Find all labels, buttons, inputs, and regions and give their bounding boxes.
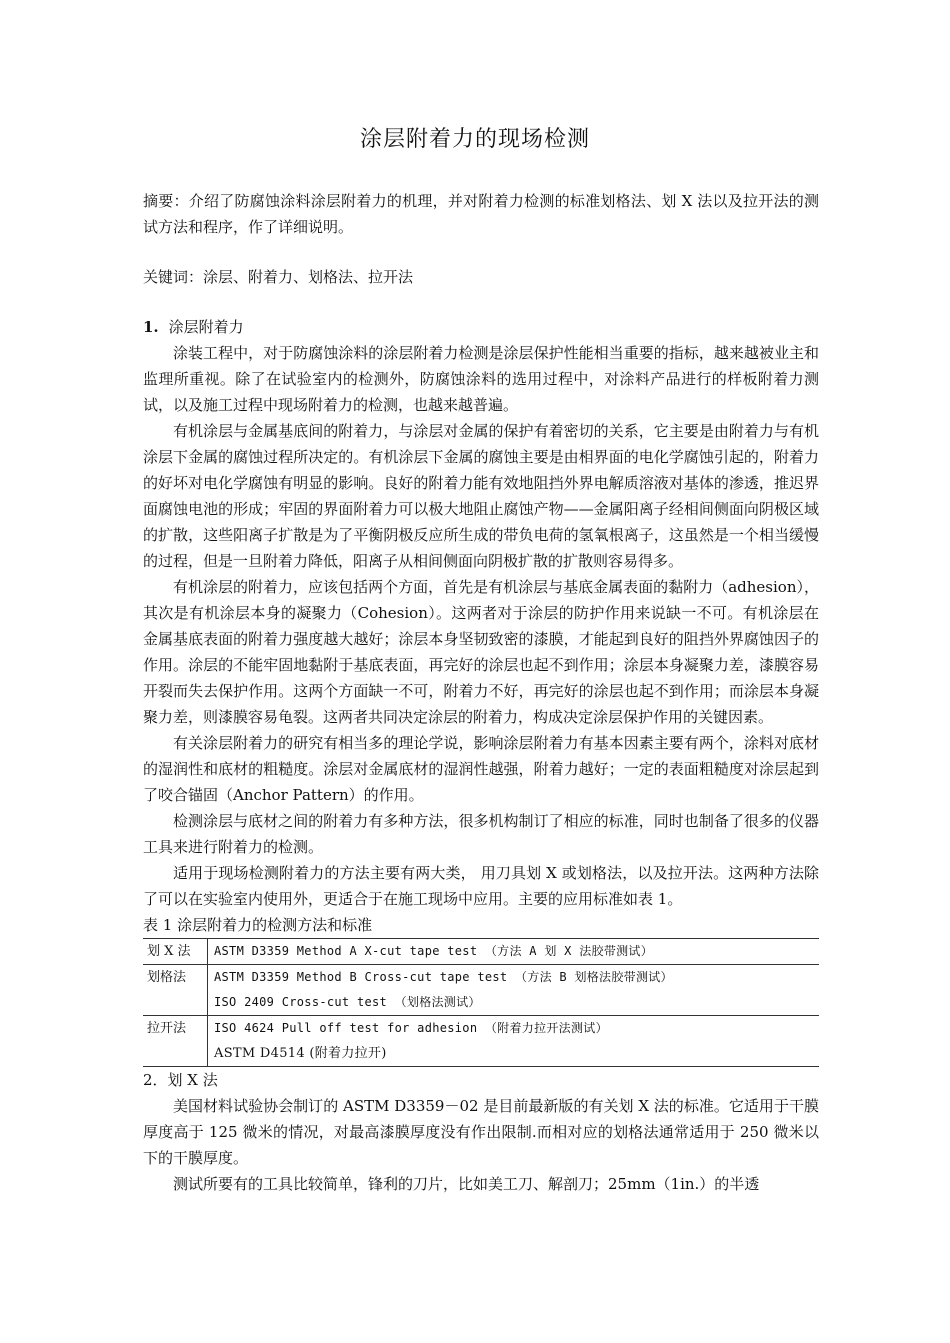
paragraph: 有机涂层的附着力，应该包括两个方面，首先是有机涂层与基底金属表面的黏附力（adhesion），其次是有机涂层本身的凝聚力（Cohesion）。这两者对于涂层的防护作用来说缺一不可。有机涂层在金属基底表面的附着力强度越大越好；涂层本身坚韧致密的漆膜，才能起到良好的阻挡外界腐蚀因子的作用。涂层的不能牢固地黏附于基底表面，再完好的涂层也起不到作用；涂层本身凝聚力差，漆膜容易开裂而失去保护作用。这两个方面缺一不可，附着力不好，再完好的涂层也起不到作用；而涂层本身凝聚力差，则漆膜容易龟裂。这两者共同决定涂层的附着力，构成决定涂层保护作用的关键因素。 [143, 578, 819, 726]
method-cell [143, 990, 208, 1016]
method-cell: 拉开法 [143, 1016, 208, 1042]
paragraph: 检测涂层与底材之间的附着力有多种方法，很多机构制订了相应的标准，同时也制备了很多的仪器工具来进行附着力的检测。 [143, 812, 819, 856]
method-cell: 划 X 法 [143, 939, 208, 965]
paragraph: 有关涂层附着力的研究有相当多的理论学说，影响涂层附着力有基本因素主要有两个，涂料对底材的湿润性和底材的粗糙度。涂层对金属底材的湿润性越强，附着力越好；一定的表面粗糙度对涂层起到了咬合锚固（Anchor Pattern）的作用。 [143, 734, 819, 804]
page-title: 涂层附着力的现场检测 [359, 127, 590, 152]
paragraph: 测试所要有的工具比较简单，锋利的刀片，比如美工刀、解剖刀；25mm（1in.）的半透 [173, 1175, 760, 1193]
keywords: 关键词：涂层、附着力、划格法、拉开法 [143, 268, 414, 286]
paragraph: 涂装工程中，对于防腐蚀涂料的涂层附着力检测是涂层保护性能相当重要的指标，越来越被业主和监理所重视。除了在试验室内的检测外，防腐蚀涂料的选用过程中，对涂料产品进行的样板附着力测试，以及施工过程中现场附着力的检测，也越来越普遍。 [143, 344, 819, 414]
section-2-heading: 2．划 X 法 [143, 1071, 218, 1089]
section-1 [143, 314, 819, 1197]
method-cell [143, 1041, 208, 1067]
standard-cell: ASTM D4514 (附着力拉开) [208, 1041, 820, 1067]
table-row [143, 1016, 819, 1042]
section-1-number: 1. [143, 318, 159, 336]
section-1-title: 涂层附着力 [168, 318, 244, 336]
standard-cell: ISO 4624 Pull off test for adhesion （附着力拉开法测试） [208, 1016, 820, 1042]
table-row [143, 990, 819, 1016]
paragraph: 适用于现场检测附着力的方法主要有两大类， 用刀具划 X 或划格法，以及拉开法。这两种方法除了可以在实验室内使用外，更适合于在施工现场中应用。主要的应用标准如表 1。 [143, 864, 819, 908]
table-caption: 表 1 涂层附着力的检测方法和标准 [143, 916, 373, 934]
method-cell: 划格法 [143, 965, 208, 991]
standard-cell: ISO 2409 Cross-cut test （划格法测试） [214, 995, 481, 1009]
section-2 [143, 1067, 819, 1197]
abstract: 摘要：介绍了防腐蚀涂料涂层附着力的机理，并对附着力检测的标准划格法、划 X 法以及拉开法的测试方法和程序，作了详细说明。 [143, 192, 819, 236]
standards-table [143, 938, 819, 1067]
standard-cell: ASTM D3359 Method B Cross-cut tape test （方法 B 划格法胶带测试） [208, 965, 820, 991]
table-row [143, 1041, 819, 1067]
section-1-heading [143, 314, 819, 340]
table-row [143, 939, 819, 965]
standard-cell: ASTM D3359 Method A X-cut tape test （方法 A 划 X 法胶带测试） [208, 939, 820, 965]
table-row [143, 965, 819, 991]
paragraph: 美国材料试验协会制订的 ASTM D3359－02 是目前最新版的有关划 X 法的标准。它适用于干膜厚度高于 125 微米的情况，对最高漆膜厚度没有作出限制.而相对应的划格法通常适用于 250 微米以下的干膜厚度。 [143, 1097, 819, 1167]
paragraph: 有机涂层与金属基底间的附着力，与涂层对金属的保护有着密切的关系，它主要是由附着力与有机涂层下金属的腐蚀过程所决定的。有机涂层下金属的腐蚀主要是由相界面的电化学腐蚀引起的，附着力的好坏对电化学腐蚀有明显的影响。良好的附着力能有效地阻挡外界电解质溶液对基体的渗透，推迟界面腐蚀电池的形成；牢固的界面附着力可以极大地阻止腐蚀产物——金属阳离子经相间侧面向阴极区域的扩散，这些阳离子扩散是为了平衡阴极反应所生成的带负电荷的氢氧根离子，这虽然是一个相当缓慢的过程，但是一旦附着力降低，阳离子从相间侧面向阴极扩散的扩散则容易得多。 [143, 422, 819, 570]
